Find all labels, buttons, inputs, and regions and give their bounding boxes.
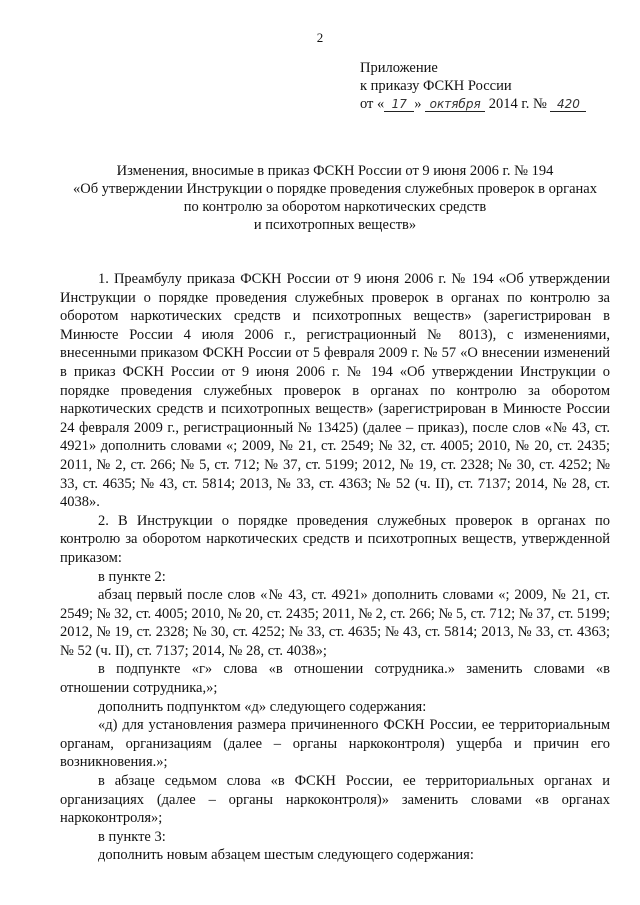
paragraph: дополнить новым абзацем шестым следующего содержания: bbox=[98, 847, 474, 864]
date-prefix: от « bbox=[360, 96, 385, 112]
paragraph: в подпункте «г» слова «в отношении сотрудника.» заменить словами «в отношении сотрудника,»; bbox=[60, 661, 610, 697]
appendix-label: Приложение bbox=[360, 60, 438, 76]
paragraph: в абзаце седьмом слова «в ФСКН России, ее территориальных органах и организациях (далее – органы наркоконтроля)» заменить словами «в органах наркоконтроля»; bbox=[60, 773, 610, 827]
appendix-block bbox=[360, 59, 586, 113]
page-number: 2 bbox=[316, 30, 324, 45]
paragraph: 2. В Инструкции о порядке проведения служебных проверок в органах по контролю за оборотом наркотических средств и психотропных веществ, утвержденной приказом: bbox=[60, 512, 610, 566]
title-line: «Об утверждении Инструкции о порядке проведения служебных проверок в органах bbox=[73, 181, 597, 197]
document-body bbox=[60, 270, 610, 865]
paragraph: в пункте 3: bbox=[98, 828, 166, 845]
date-month: октября bbox=[425, 97, 485, 112]
paragraph: дополнить подпунктом «д» следующего содержания: bbox=[98, 698, 427, 715]
title-line: и психотропных веществ» bbox=[253, 217, 417, 233]
appendix-order-ref: к приказу ФСКН России bbox=[360, 78, 512, 94]
order-number: 420 bbox=[550, 97, 586, 112]
paragraph: 1. Преамбулу приказа ФСКН России от 9 июня 2006 г. № 194 «Об утверждении Инструкции о порядке проведения служебных проверок в органах по контролю за оборотом наркотических средств и психотропных веществ» (зарегистрирован в Минюсте России 4 июля 2006 г., регистрационный № 8013), с изменениями, внесенными приказом ФСКН России от 5 февраля 2009 г. № 57 «О внесении изменений в приказ ФСКН России от 9 июня 2006 г. № 194 «Об утверждении Инструкции о порядке проведения служебных проверок в органах по контролю за оборотом наркотических средств и психотропных веществ» (зарегистрирован в Минюсте России 24 февраля 2009 г., регистрационный № 13425) (далее – приказ), после слов «№ 43, ст. 4921» дополнить словами «; 2009, № 21, ст. 2549; № 32, ст. 4005; 2010, № 20, ст. 2435; 2011, № 2, ст. 266; № 5, ст. 712; № 37, ст. 5199; 2012, № 19, ст. 2328; № 30, ст. 4252; № 33, ст. 4635; № 43, ст. 5814; 2013, № 33, ст. 4363; № 52 (ч. II), ст. 7137; 2014, № 28, ст. 4038». bbox=[60, 271, 610, 511]
paragraph: «д) для установления размера причиненного ФСКН России, ее территориальным органам, организациям (далее – органы наркоконтроля) ущерба и причин его возникновения.»; bbox=[60, 717, 610, 771]
paragraph: в пункте 2: bbox=[98, 568, 166, 585]
title-line: Изменения, вносимые в приказ ФСКН России от 9 июня 2006 г. № 194 bbox=[116, 163, 554, 179]
paragraph: абзац первый после слов «№ 43, ст. 4921» дополнить словами «; 2009, № 21, ст. 2549; № 32, ст. 4005; 2010, № 20, ст. 2435; 2011, № 2, ст. 266; № 5, ст. 712; № 37, ст. 5199; 2012, № 19, ст. 2328; № 30, ст. 4252; № 33, ст. 4635; № 43, ст. 5814; 2013, № 33, ст. 4363; № 52 (ч. II), ст. 7137; 2014, № 28, ст. 4038»; bbox=[60, 587, 610, 659]
appendix-date-line bbox=[360, 95, 586, 113]
document-title bbox=[60, 162, 610, 234]
date-day: 17 bbox=[384, 97, 414, 112]
date-year: 2014 г. № bbox=[488, 96, 547, 112]
date-sep: » bbox=[414, 96, 422, 112]
title-line: по контролю за оборотом наркотических средств bbox=[183, 199, 487, 215]
